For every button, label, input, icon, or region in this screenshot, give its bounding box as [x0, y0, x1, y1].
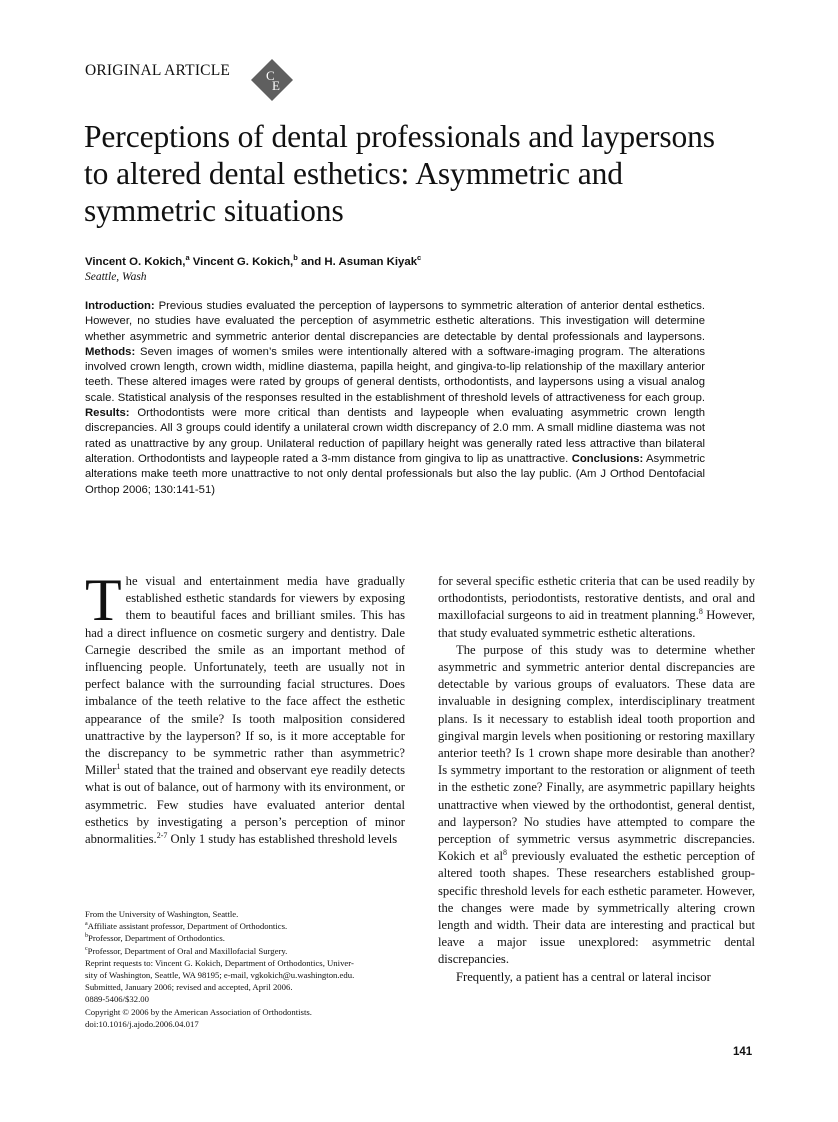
body-paragraph [438, 642, 755, 969]
body-text: The purpose of this study was to determine whether asymmetric and symmetric anterior dental discrepancies are detectable by various groups of evaluators. These data are invaluable in designing complex, interdisciplinary treatment plans. Is it necessary to establish ideal tooth proportion and gingival margin levels when positioning or restoring maxillary anterior teeth? Is 1 crown shape more desirable than another? Is symmetry important to the restoration or alignment of teeth in the esthetic zone? Finally, are asymmetric papillary heights unattractive when viewed by the orthodontist, general dentist, and layperson? No studies have attempted to compare the perception of symmetric versus asymmetric discrepancies. Kokich et al [438, 642, 755, 864]
body-paragraph [438, 573, 755, 642]
ce-badge-icon [250, 58, 294, 102]
footnote-doi: doi:10.1016/j.ajodo.2006.04.017 [85, 1018, 199, 1029]
author-name: Vincent O. Kokich, [85, 255, 186, 268]
author-name: and H. Asuman Kiyak [297, 255, 418, 268]
author-affiliation-mark: a [185, 253, 190, 262]
article-title: Perceptions of dental professionals and laypersons to altered dental esthetics: Asymmetric and symmetric situations [84, 119, 715, 228]
page-number: 141 [733, 1046, 753, 1058]
footnote-mark: b [85, 933, 88, 940]
footnote-reprint: sity of Washington, Seattle, WA 98195; e-mail, vgkokich@u.washington.edu. [85, 970, 355, 981]
reference-mark: 8 [698, 607, 703, 617]
footnote-mark: a [85, 921, 88, 928]
abstract-text-results: Orthodontists were more critical than dentists and laypeople when evaluating asymmetric crown length discrepancies. All 3 groups could identify a unilateral crown width discrepancy of 2.0 mm. A small midline diastema was not rated as unattractive by any group. Unilateral reduction of papillary height was generally rated less attractive than bilateral alteration. Orthodontists and laypeople rated a 3-mm distance from gingiva to lip as unattractive. [85, 407, 705, 465]
footnote-submitted: Submitted, January 2006; revised and accepted, April 2006. [85, 982, 293, 993]
reference-mark: 2-7 [156, 830, 168, 840]
author-affiliation-mark: b [293, 253, 298, 262]
footnote-text: Professor, Department of Orthodontics. [88, 933, 225, 944]
author-affiliation-mark: c [417, 253, 422, 262]
body-column-left [85, 567, 405, 848]
footnote-text: Affiliate assistant professor, Department of Orthodontics. [87, 921, 288, 932]
body-text: Only 1 study has established threshold levels [167, 832, 398, 847]
body-column-right [438, 573, 755, 986]
abstract-label-results: Results: [85, 407, 130, 420]
ce-badge-letter-e: E [272, 78, 280, 93]
section-label: ORIGINAL ARTICLE [85, 62, 231, 79]
abstract-text-conclusions: Asymmetric alterations make teeth more unattractive to not only dental professionals but also the lay public. (Am J Orthod Dentofacial Orthop 2006; 130:141-51) [85, 452, 706, 496]
body-text: for several specific esthetic criteria that can be used readily by orthodontists, periodontists, restorative dentists, and oral and maxillofacial surgeons to aid in treatment planning. [438, 574, 755, 623]
body-paragraph: Frequently, a patient has a central or lateral incisor [456, 969, 711, 984]
footnote-reprint: Reprint requests to: Vincent G. Kokich, Department of Orthodontics, Univer- [85, 957, 354, 968]
author-name: Vincent G. Kokich, [189, 255, 294, 268]
abstract-label-methods: Methods: [85, 345, 136, 358]
body-text: stated that the trained and observant eye readily detects what is out of balance, out of harmony with its environment, or asymmetric. Few studies have evaluated anterior dental esthetics by investigating a person’s perception of minor abnormalities. [85, 763, 405, 847]
affiliation-place: Seattle, Wash [85, 271, 147, 283]
footnote-issn: 0889-5406/$32.00 [85, 994, 149, 1005]
footnote-a [85, 920, 405, 932]
body-text: previously evaluated the esthetic perception of altered tooth shapes. These researchers established group-specific threshold levels for each esthetic parameter. However, the changes were made by symmetrically altering crown length and width. Their data are interesting and practical but leave a major issue unexplored: asymmetric dental discrepancies. [438, 849, 755, 967]
footnote-b [85, 932, 405, 944]
abstract-label-introduction: Introduction: [85, 300, 155, 312]
footnote-from: From the University of Washington, Seattle. [85, 909, 239, 919]
abstract-text-methods: Seven images of women’s smiles were intentionally altered with a software-imaging program. The alterations involved crown length, crown width, midline diastema, papilla height, and gingiva-to-lip relationship of the maxillary anterior teeth. These altered images were rated by groups of general dentists, orthodontists, and laypersons using a visual analog scale. Statistical analysis of the responses resulted in the establishment of threshold levels of attractiveness for each group. [85, 345, 705, 404]
footnote-text: Professor, Department of Oral and Maxillofacial Surgery. [87, 945, 288, 956]
abstract-label-conclusions: Conclusions: [571, 452, 644, 465]
reference-mark: 1 [116, 762, 121, 772]
ce-badge-letter-c: C [266, 68, 275, 83]
reference-mark: 8 [502, 848, 507, 858]
footnotes [85, 908, 405, 1030]
abstract-text-introduction: Previous studies evaluated the perception of laypersons to symmetric alteration of anterior dental esthetics. However, no studies have evaluated the perception of asymmetric esthetic alterations. This investigation will determine whether asymmetric and symmetric anterior dental discrepancies are detectable by dental professionals and laypersons. [85, 300, 705, 343]
author-list [85, 253, 421, 268]
footnote-copyright: Copyright © 2006 by the American Association of Orthodontists. [85, 1006, 312, 1017]
footnote-mark: c [85, 945, 88, 952]
abstract [85, 299, 705, 498]
body-text: he visual and entertainment media have gradually established esthetic standards for viewers by exposing them to beautiful faces and brilliant smiles. This has had a direct influence on cosmetic surgery and dentistry. Dale Carnegie described the smile as an important method of influencing people. Unfortunately, teeth are usually not in perfect balance with the surrounding facial structures. Does imbalance of the teeth relative to the face affect the esthetic appearance of the smile? Is tooth malposition considered unattractive by the layperson? If so, is it more acceptable for the discrepancy to be symmetric rather than asymmetric? Miller [85, 574, 405, 778]
body-text: However, that study evaluated symmetric esthetic alterations. [438, 608, 755, 640]
body-paragraph [85, 567, 405, 848]
footnote-c [85, 945, 405, 957]
drop-cap: T [85, 567, 122, 633]
